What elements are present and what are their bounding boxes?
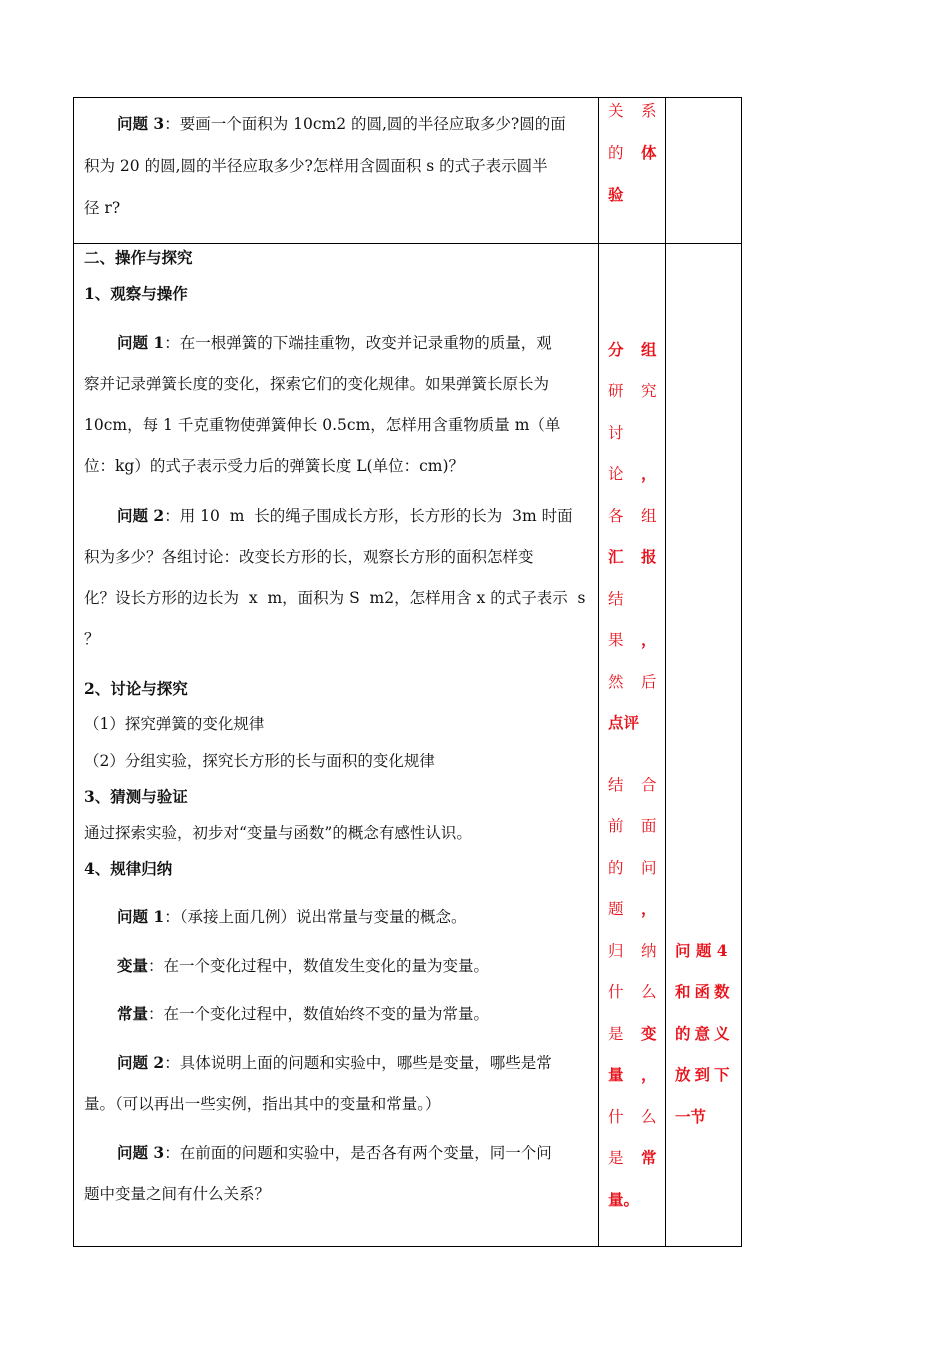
table-border-bottom [73,1246,742,1247]
note-char: 论 [608,465,624,483]
note-char: 果 [608,631,624,649]
problem1-line1: 问题 1：在一根弹簧的下端挂重物，改变并记录重物的质量，观 [117,333,552,352]
table-border-right [741,97,742,1247]
note-char: 研 [608,382,624,400]
note-char: 组 [641,340,657,359]
note-char: 报 [641,547,657,566]
note-char: 题 [608,900,624,918]
question-label: 问题 1 [117,333,165,352]
subheading-discuss: 2、讨论与探究 [84,679,188,698]
remark-line: 和函数 [675,982,734,1001]
note-char: 的 [608,144,624,162]
problem1-line3: 10cm，每 1 千克重物使弹簧伸长 0.5cm，怎样用含重物质量 m（单 [84,416,561,434]
problem1-line4: 位：kg）的式子表示受力后的弹簧长度 L(单位：cm)？ [84,457,465,475]
note-char: 纳 [641,942,657,960]
note-char: 点评 [608,713,640,732]
summary-question2-line2: 量。（可以再出一些实例，指出其中的变量和常量。） [84,1095,441,1113]
note-char: 然 [608,673,624,691]
list-item: （1）探究弹簧的变化规律 [84,715,265,733]
note-char: 究 [641,382,657,400]
subheading-verify: 3、猜测与验证 [84,787,188,806]
note-char: 体 [641,143,657,162]
note-char: 么 [641,1108,657,1126]
table-col-divider-1 [598,97,599,1247]
term-label: 变量 [117,956,149,975]
note-char: 归 [608,942,624,960]
table-row-divider [73,243,742,244]
note-char: 的 [608,859,624,877]
note-char: 讨 [608,424,624,442]
summary-question2-line1: 问题 2：具体说明上面的问题和实验中，哪些是变量，哪些是常 [117,1053,552,1072]
problem2-line2: 积为多少？各组讨论：改变长方形的长，观察长方形的面积怎样变 [84,548,534,566]
table-border-top [73,97,742,98]
note-char: 常 [641,1148,657,1167]
remark-line: 的意义 [675,1024,734,1043]
remark-line: 放到下 [675,1065,734,1084]
question-label: 问题 2 [117,506,165,525]
note-char: 关 [608,102,624,120]
question-label: 问题 3 [117,114,165,133]
subheading-observe: 1、观察与操作 [84,284,188,303]
note-char: ， [641,464,657,483]
note-char: 后 [641,673,657,691]
table-border-left [73,97,74,1247]
note-char: 量 [608,1065,624,1084]
summary-question1: 问题 1：（承接上面几例）说出常量与变量的概念。 [117,907,467,926]
note-char: 什 [608,1108,624,1126]
remark-line: 一节 [675,1107,707,1126]
row1-question3-line2: 积为 20 的圆,圆的半径应取多少?怎样用含圆面积 s 的式子表示圆半 [84,157,548,175]
note-char: 各 [608,507,624,525]
list-item: （2）分组实验，探究长方形的长与面积的变化规律 [84,752,435,770]
row1-question3-line3: 径 r? [84,199,121,217]
problem2-line1: 问题 2：用 10 m 长的绳子围成长方形，长方形的长为 3m 时面 [117,506,573,525]
problem2-line4: ？ [84,630,100,648]
note-char: 系 [641,102,657,120]
note-char: 结 [608,590,624,608]
definition-variable: 变量：在一个变化过程中，数值发生变化的量为变量。 [117,956,490,975]
subheading-summary: 4、规律归纳 [84,859,173,878]
note-char: ， [641,1065,657,1084]
problem1-line2: 察并记录弹簧长度的变化，探索它们的变化规律。如果弹簧长原长为 [84,375,550,393]
note-char: 是 [608,1149,624,1167]
note-char: 什 [608,983,624,1001]
question-label: 问题 3 [117,1143,165,1162]
table-col-divider-2 [665,97,666,1247]
summary-question3-line1: 问题 3：在前面的问题和实验中，是否各有两个变量，同一个问 [117,1143,552,1162]
note-char: ， [641,630,657,649]
note-char: 是 [608,1025,624,1043]
note-char: 面 [641,817,657,835]
note-char: 量。 [608,1190,640,1209]
note-char: 验 [608,185,624,204]
note-char: 汇 [608,547,624,566]
note-char: 前 [608,817,624,835]
row1-question3-line1: 问题 3：要画一个面积为 10cm2 的圆,圆的半径应取多少?圆的面 [117,114,566,133]
note-char: ， [641,899,657,918]
section-title: 二、操作与探究 [84,248,193,267]
term-label: 常量 [117,1004,149,1023]
note-char: 变 [641,1024,657,1043]
note-char: 组 [641,507,657,525]
problem2-line3: 化？设长方形的边长为 x m，面积为 S m2，怎样用含 x 的式子表示 s [84,589,586,607]
verify-text: 通过探索实验，初步对“变量与函数”的概念有感性认识。 [84,824,472,842]
definition-constant: 常量：在一个变化过程中，数值始终不变的量为常量。 [117,1004,490,1023]
remark-line: 问 题 4 [675,941,728,960]
note-char: 么 [641,983,657,1001]
note-char: 合 [641,776,657,794]
summary-question3-line2: 题中变量之间有什么关系？ [84,1185,271,1203]
note-char: 问 [641,859,657,877]
note-char: 分 [608,340,624,359]
question-label: 问题 1 [117,907,165,926]
note-char: 结 [608,776,624,794]
question-label: 问题 2 [117,1053,165,1072]
